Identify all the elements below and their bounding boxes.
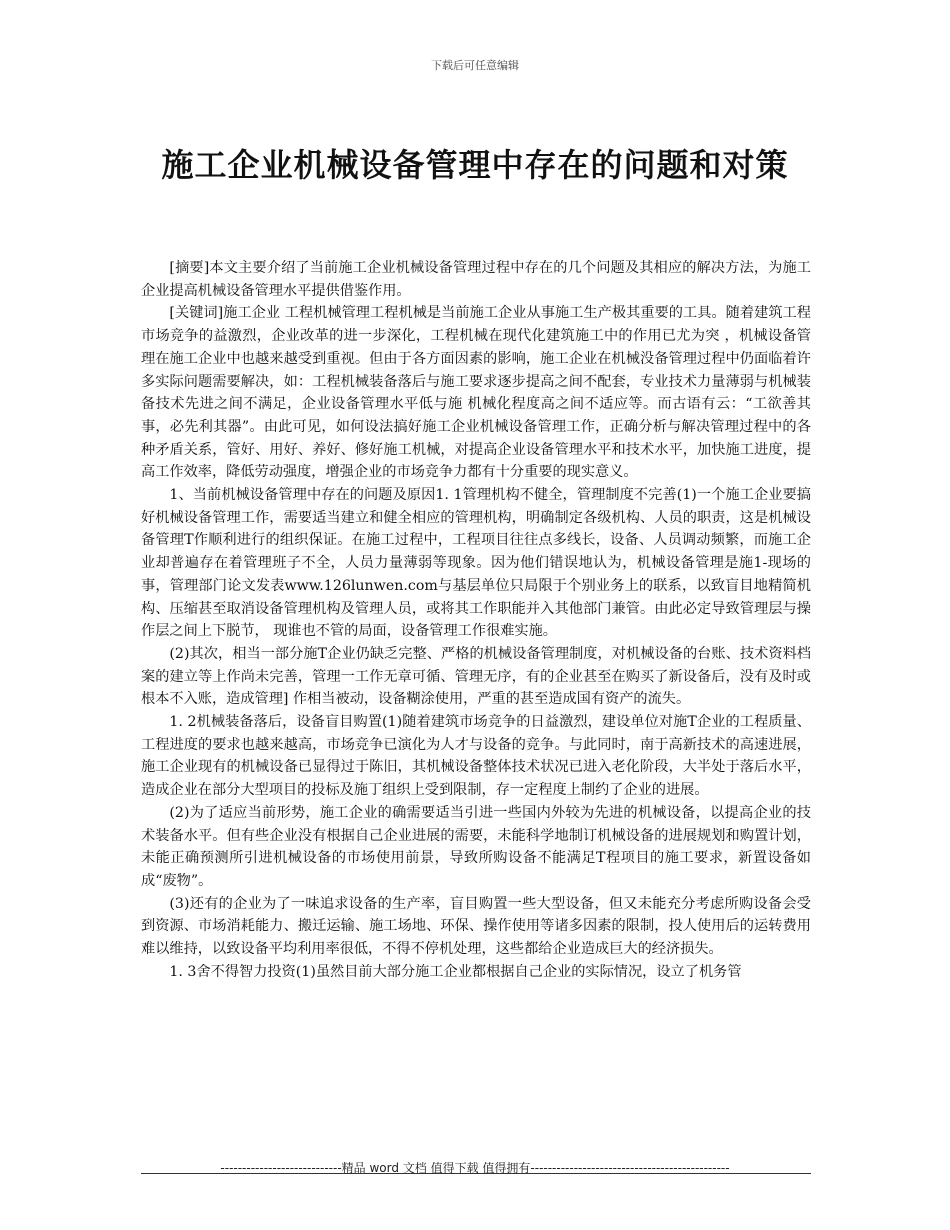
paragraph-section-1-2: 1. 2机械装备落后，设备盲目购置(1)随着建筑市场竞争的日益激烈，建设单位对施T企业的工程质量、工程进度的要求也越来越高，市场竞争已演化为人才与设备的竞争。与此同时，南于高新技术的高速进展，施工企业现有的机械设备已显得过于陈旧，其机械设备整体技术状况已进入老化阶段，大半处于落后水平，造成企业在部分大型项目的投标及施丁组织上受到限制，存一定程度上制约了企业的进展。 <box>141 714 811 799</box>
paragraph-section-1-3: 1. 3舍不得智力投资(1)虽然目前大部分施工企业都根据自己企业的实际情况，设立了机务管 <box>169 963 742 980</box>
page-footer-text: ----------------------------精品 word 文档 值得下载 值得拥有---------------------------------------------- <box>220 1161 730 1175</box>
paragraph-section-1-1: 1、当前机械设备管理中存在的问题及原因1. 1管理机构不健全，管理制度不完善(1)一个施工企业要搞好机械设备管理工作，需要适当建立和健全相应的管理机构，明确制定各级机构、人员的职责，这是机械设备管理T作顺利进行的组织保证。在施工过程中，工程项目往往点多线长，设备、人员调动频繁，而施工企业却普遍存在着管理班子不全，人员力量薄弱等现象。因为他们错误地认为，机械设备管理是施1-现场的事，管理部门论文发表www.126lunwen.com与基层单位只局限于个别业务上的联系，以致盲目地精简机构、压缩甚至取消设备管理机构及管理人员，或将其工作职能并入其他部门兼管。由此必定导致管理层与操作层之间上下脱节， 现谁也不管的局面，设备管理工作很难实施。 <box>141 487 811 640</box>
paragraph-keywords: [关键词]施工企业 工程机械管理工程机械是当前施工企业从事施工生产极其重要的工具。随着建筑工程市场竞争的益激烈，企业改革的进一步深化，工程机械在现代化建筑施工中的作用已尤为突 ，机械设备管理在施工企业中也越来越受到重视。但由于各方面因素的影响，施工企业在机械没备管理过程中仍面临着许多实际问题需要解决，如：工程机械装备落后与施工要求逐步提高之间不配套，专业技术力量薄弱与机械装备技术先进之间不满足，企业设备管理水平低与施 机械化程度高之间不适应等。而古语有云：“工欲善其事，必先利其器”。由此可见，如何设法搞好施工企业机械设备管理工作，正确分析与解决管理过程中的各种矛盾关系，管好、用好、养好、修好施工机械，对提高企业设备管理水平和技术水平，加快施工进度，提高工作效率，降低劳动强度，增强企业的市场竞争力都有十分重要的现实意义。 <box>141 305 811 481</box>
paragraph-abstract: [摘要]本文主要介绍了当前施工企业机械设备管理过程中存在的几个问题及其相应的解决方法，为施工企业提高机械设备管理水平提供借鉴作用。 <box>141 260 811 299</box>
document-title: 施工企业机械设备管理中存在的问题和对策 <box>161 146 789 184</box>
page-header-note: 下载后可任意编辑 <box>431 59 519 72</box>
paragraph-section-1-2-2: (2)为了适应当前形势，施工企业的确需要适当引进一些国内外较为先进的机械设备，以提高企业的技术装备水平。但有些企业没有根据自己企业进展的需要，未能科学地制订机械设备的进展规划和购置计划，未能正确预测所引进机械设备的市场使用前景，导致所购设备不能满足T程项目的施工要求，新置设备如成“废物”。 <box>141 804 811 889</box>
paragraph-section-1-2-3: (3)还有的企业为了一味追求设备的生产率，盲目购置一些大型设备，但又未能充分考虑所购设备会受到资源、市场消耗能力、搬迁运输、施工场地、环保、操作使用等诸多因素的限制，投人使用后的运转费用难以维持，以致设备平均利用率很低，不得不停机处理，这些都给企业造成巨大的经济损失。 <box>141 895 811 958</box>
paragraph-section-1-1-2: (2)其次，相当一部分施T企业仍缺乏完整、严格的机械设备管理制度，对机械设备的台账、技术资料档案的建立等上作尚未完善，管理一工作无章可循、管理无序，有的企业甚至在购买了新设备后，没有及时或根本不入账，造成管理] 作相当被动，设备糊涂使用，严重的甚至造成国有资产的流失。 <box>141 645 811 708</box>
footer-divider <box>141 1173 811 1174</box>
document-body <box>141 257 811 984</box>
